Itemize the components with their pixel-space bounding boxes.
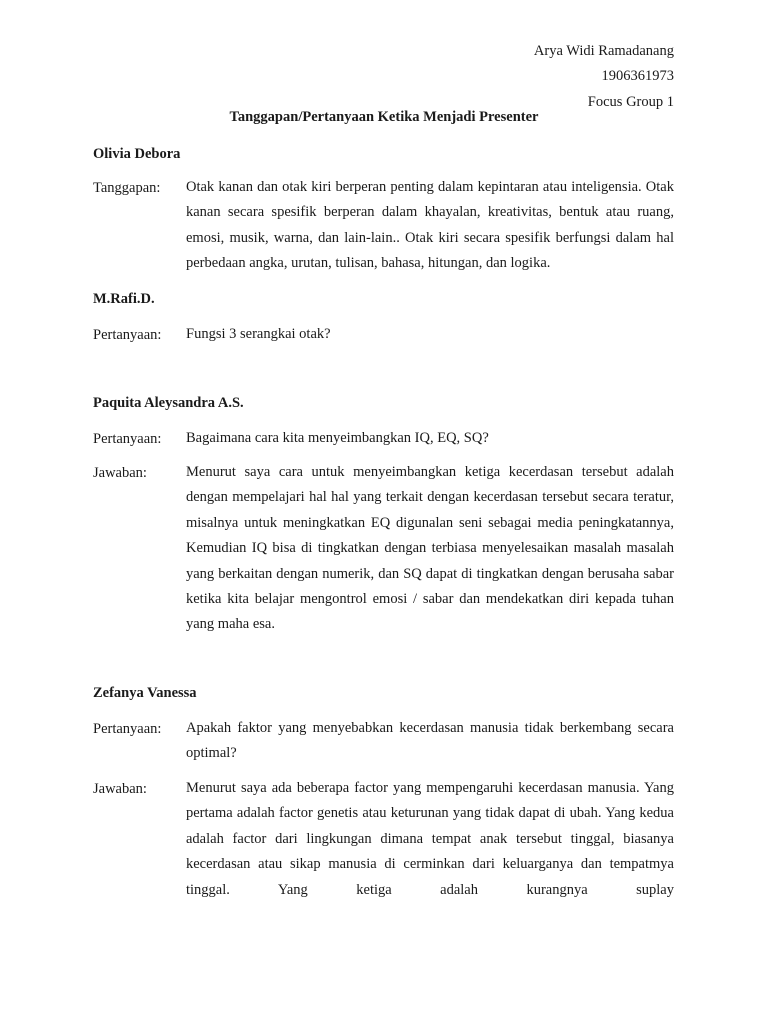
person-name: Zefanya Vanessa [93, 685, 197, 701]
entry-label: Pertanyaan: [93, 327, 162, 343]
entry-label: Pertanyaan: [93, 721, 162, 737]
document-title: Tanggapan/Pertanyaan Ketika Menjadi Presenter [229, 109, 539, 125]
entry-label: Jawaban: [93, 465, 147, 481]
entry-text: Otak kanan dan otak kiri berperan penting dalam kepintaran atau inteligensia. Otak kanan secara spesifik berperan dalam khayalan, kreativitas, bentuk atau ruang, emosi, musik, warna, dan lain-lain.. Otak kiri secara spesifik berfungsi dalam hal perbedaan angka, urutan, tulisan, bahasa, hitungan, dan logika. [186, 179, 674, 272]
entry-text: Bagaimana cara kita menyeimbangkan IQ, EQ, SQ? [186, 430, 489, 446]
person-name: M.Rafi.D. [93, 291, 155, 307]
student-id: 1906361973 [601, 68, 674, 84]
group-name: Focus Group 1 [587, 94, 674, 110]
person-name: Paquita Aleysandra A.S. [93, 395, 244, 411]
entry-text: Apakah faktor yang menyebabkan kecerdasan manusia tidak berkembang secara optimal? [186, 720, 674, 762]
author-name: Arya Widi Ramadanang [533, 43, 674, 59]
entry-text: Fungsi 3 serangkai otak? [186, 326, 331, 342]
entry-text: Menurut saya cara untuk menyeimbangkan ketiga kecerdasan tersebut adalah dengan mempelajari hal hal yang terkait dengan kecerdasan tersebut secara teratur, misalnya untuk meningkatkan EQ digunalan seni sebagai media peningkatannya, Kemudian IQ bisa di tingkatkan dengan terbiasa menyelesaikan masalah masalah yang berkaitan dengan numerik, dan SQ dapat di tingkatkan dengan berusaha sabar ketika kita belajar mengontrol emosi / sabar dan mendekatkan diri kepada tuhan yang maha esa. [186, 464, 674, 633]
person-name: Olivia Debora [93, 146, 181, 162]
entry-label: Tanggapan: [93, 180, 161, 196]
entry-label: Jawaban: [93, 781, 147, 797]
entry-text: Menurut saya ada beberapa factor yang mempengaruhi kecerdasan manusia. Yang pertama adalah factor genetis atau keturunan yang tidak dapat di ubah. Yang kedua adalah factor dari lingkungan dimana tempat anak tersebut tinggal, biasanya kecerdasan atau sikap manusia di cerminkan dari keluarganya dan tempatmya tinggal. Yang ketiga adalah kurangnya suplay [186, 780, 674, 898]
entry-label: Pertanyaan: [93, 431, 162, 447]
